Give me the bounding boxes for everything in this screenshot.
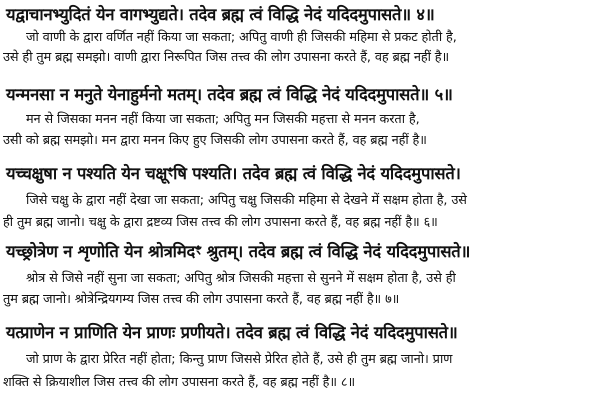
verse-8-translation-line-1: जो प्राण के द्वारा प्रेरित नहीं होता; किन्तु प्राण जिससे प्रेरित होते हैं, उसे ही तुम ब्रह्म जानो। प्राण [26,352,453,367]
verse-6-translation-line-2: ही तुम ब्रह्म जानो। चक्षु के द्वारा द्रष्टव्य जिस तत्त्व की लोग उपासना करते हैं, वह ब्रह्म नहीं है॥ ६॥ [3,215,438,230]
verse-8-translation-line-2: शक्ति से क्रियाशील जिस तत्त्व की लोग उपासना करते हैं, वह ब्रह्म नहीं है॥ ८॥ [3,375,356,390]
verse-7-sanskrit: यच्छ्रोत्रेण न शृणोति येन श्रोत्रमिदꣳ श्रुतम्। तदेव ब्रह्म त्वं विद्धि नेदं यदिदमुपासते॥ [6,242,471,261]
verse-8-sanskrit: यत्प्राणेन न प्राणिति येन प्राणः प्रणीयते। तदेव ब्रह्म त्वं विद्धि नेदं यदिदमुपासते॥ [6,323,458,342]
verse-4-translation-line-1: जो वाणी के द्वारा वर्णित नहीं किया जा सकता; अपितु वाणी ही जिसकी महिमा से प्रकट होती है, [26,30,457,45]
verse-5-sanskrit: यन्मनसा न मनुते येनाहुर्मनो मतम्। तदेव ब्रह्म त्वं विद्धि नेदं यदिदमुपासते॥ ५॥ [6,85,453,104]
verse-5-translation-line-2: उसी को ब्रह्म समझो। मन द्वारा मनन किए हुए जिसकी लोग उपासना करते हैं, वह ब्रह्म नहीं है॥ [3,133,427,148]
verse-6-translation-line-1: जिसे चक्षु के द्वारा नहीं देखा जा सकता; अपितु चक्षु जिसकी महिमा से देखने में सक्षम होता है, उसे [26,193,467,208]
verse-5-translation-line-1: मन से जिसका मनन नहीं किया जा सकता; अपितु मन जिसकी महत्ता से मनन करता है, [26,112,420,127]
verse-7-translation-line-1: श्रोत्र से जिसे नहीं सुना जा सकता; अपितु श्रोत्र जिसकी महत्ता से सुनने में सक्षम होता है, उसे ही [26,271,456,286]
verse-6-sanskrit: यच्चक्षुषा न पश्यति येन चक्षूꣳषि पश्यति। तदेव ब्रह्म त्वं विद्धि नेदं यदिदमुपासते। [6,164,461,183]
verse-7-translation-line-2: तुम ब्रह्म जानो। श्रोत्रेन्द्रियगम्य जिस तत्त्व की लोग उपासना करते हैं, वह ब्रह्म नहीं है॥ ७॥ [3,292,400,307]
verse-4-translation-line-2: उसे ही तुम ब्रह्म समझो। वाणी द्वारा निरूपित जिस तत्त्व की लोग उपासना करते हैं, वह ब्रह्म नहीं है॥ [3,50,450,65]
verse-4-sanskrit: यद्वाचानभ्युदितं येन वागभ्युद्यते। तदेव ब्रह्म त्वं विद्धि नेदं यदिदमुपासते॥ ४॥ [6,5,435,24]
